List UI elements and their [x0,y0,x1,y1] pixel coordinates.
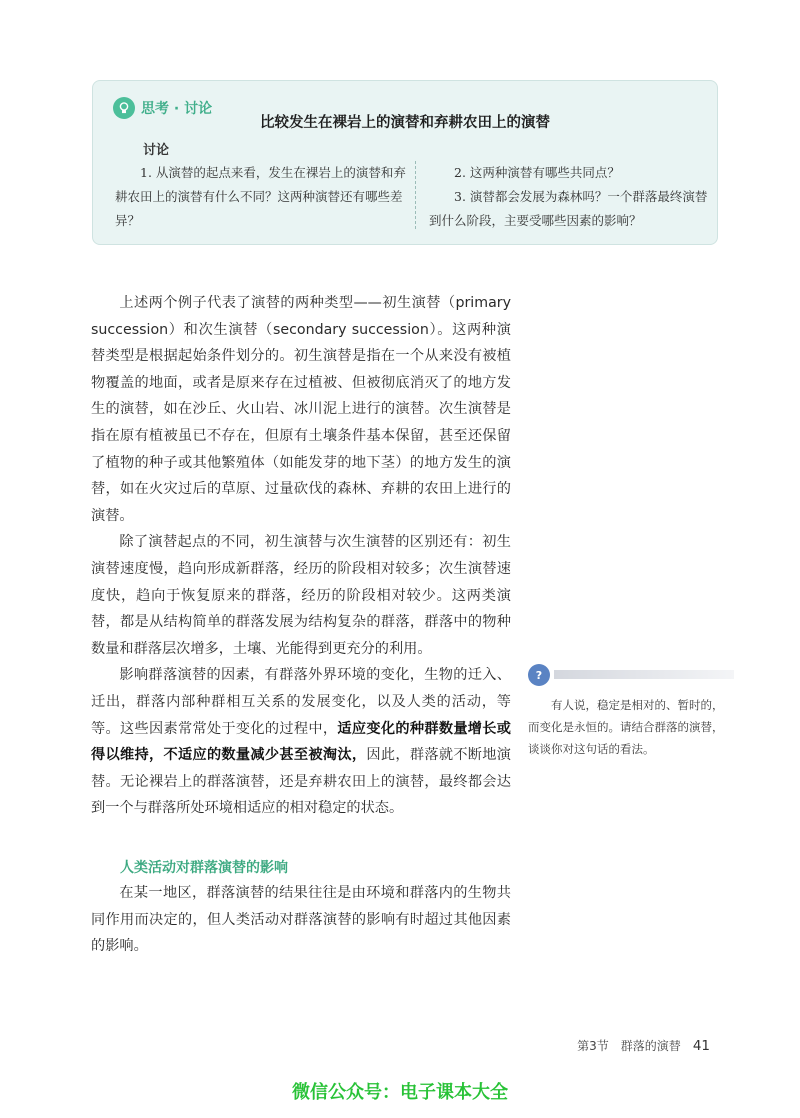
discussion-question-2: 2. 这两种演替有哪些共同点？ [454,165,620,180]
discussion-right-column [429,161,711,233]
footer-section-title: 第3节 群落的演替 [577,1039,681,1053]
svg-text:?: ? [535,669,543,682]
factors-bold-text: 适应变化的种群数量增长或得以维持，不适应的数量减少甚至被淘汰， [91,720,511,764]
discussion-question-1: 1. 从演替的起点来看，发生在裸岩上的演替和弃耕农田上的演替有什么不同？这两种演替还有哪些差异？ [115,165,406,228]
discussion-question-3: 3. 演替都会发展为森林吗？一个群落最终演替到什么阶段，主要受哪些因素的影响？ [429,189,708,228]
paragraph-factors [91,662,511,822]
question-icon [528,664,550,686]
discussion-title: 比较发生在裸岩上的演替和弃耕农田上的演替 [260,115,550,131]
side-note-text: 有人说，稳定是相对的、暂时的，而变化是永恒的。请结合群落的演替，谈谈你对这句话的看法。 [528,698,724,756]
main-text [91,290,511,822]
page-number: 41 [692,1038,710,1054]
paragraph-human-activity: 在某一地区，群落演替的结果往往是由环境和群落内的生物共同作用而决定的，但人类活动对群落演替的影响有时超过其他因素的影响。 [91,885,511,955]
main-text-section-2 [91,880,511,960]
factors-text-a: 影响群落演替的因素，有群落外界环境的变化，生物的迁入、迁出，群落内部种群相互关系的发展变化，以及人类的活动，等等。这些因素常常处于变化的过程中， [91,667,511,737]
side-note-bar [554,670,734,679]
discussion-subheading: 讨论 [143,143,170,158]
page-footer [577,1037,710,1054]
discussion-box [92,80,718,245]
paragraph-succession-types: 上述两个例子代表了演替的两种类型——初生演替（primary succession）和次生演替（secondary succession）。这两种演替类型是根据起始条件划分的。初生演替是指在一个从来没有被植物覆盖的地面，或者是原来存在过植被、但被彻底消灭了的地方发生的演替，如在沙丘、火山岩、冰川泥上进行的演替。次生演替是指在原有植被虽已不存在，但原有土壤条件基本保留，甚至还保留了植物的种子或其他繁殖体（如能发芽的地下茎）的地方发生的演替，如在火灾过后的草原、过量砍伐的森林、弃耕的农田上进行的演替。 [91,295,511,524]
factors-text-b: 因此，群落就不断地演替。无论裸岩上的群落演替，还是弃耕农田上的演替，最终都会达到一个与群落所处环境相适应的相对稳定的状态。 [91,747,511,817]
discussion-badge-label: 思考 · 讨论 [141,101,213,117]
wechat-watermark: 微信公众号：电子课本大全 [292,1082,508,1103]
paragraph-differences: 除了演替起点的不同，初生演替与次生演替的区别还有：初生演替速度慢，趋向形成新群落，经历的阶段相对较多；次生演替速度快，趋向于恢复原来的群落，经历的阶段相对较少。这两类演替，都是从结构简单的群落发展为结构复杂的群落，群落中的物种数量和群落层次增多，土壤、光能得到更充分的利用。 [91,534,511,657]
column-divider [415,161,416,229]
section-heading-human-activity: 人类活动对群落演替的影响 [120,860,288,876]
